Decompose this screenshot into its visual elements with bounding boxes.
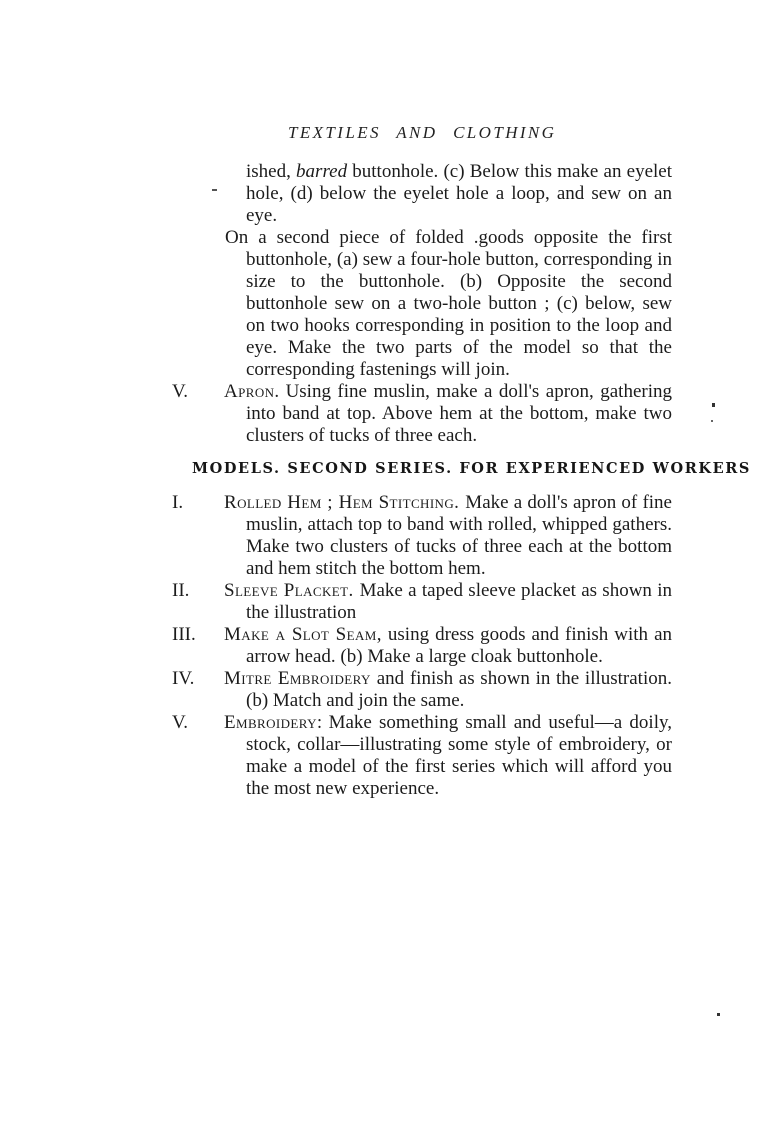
text-run: ished, [246,161,297,182]
running-header: TEXTILES AND CLOTHING [288,123,557,142]
item-title: Mitre Embroidery [224,668,371,689]
item-numeral: IV. [172,668,195,689]
continuation-paragraph-2: On a second piece of folded .goods opposite the first buttonhole, (a) sew a four-hole button, corresponding in size to the buttonhole. (b) Opposite the second buttonhole sew on a two-hole button ; (c) below, sew on two hooks corresponding in position to the loop and eye. Make the two parts of the model so that the corresponding fastenings will join. [225,227,672,380]
scan-speck [212,189,217,191]
item-numeral: I. [172,492,184,513]
item-numeral: V. [172,712,189,733]
list-item-apron [172,381,672,447]
item-numeral: V. [172,381,189,402]
list-item-rolled-hem [172,492,672,580]
item-numeral: II. [172,580,190,601]
item-body: Using fine muslin, make a doll's apron, gathering into band at top. Above hem at the bottom, make two clusters of tucks of three each. [246,381,672,446]
list-item-mitre-embroidery [172,668,672,712]
item-title: Sleeve Placket. [224,580,354,601]
item-numeral: III. [172,624,196,645]
item-body: using dress goods and finish with an arrow head. (b) Make a large cloak buttonhole. [246,624,673,667]
continuation-paragraph [246,161,672,227]
italic-word: barred [296,161,348,182]
scan-speck [712,403,715,407]
item-body: Make a taped sleeve placket as shown in the illustration [246,580,672,623]
item-title: Rolled Hem ; Hem Stitching. [224,492,460,513]
scan-speck [711,420,713,422]
item-body: Make a doll's apron of fine muslin, attach top to band with rolled, whipped gathers. Make two clusters of tucks of three each at the bottom and hem stitch the bottom hem. [246,492,672,579]
item-body: Make something small and useful—a doily, stock, collar—illustrating some style of embroidery, or make a model of the first series which will afford you the most new experience. [246,712,672,799]
item-title: Embroidery: [224,712,323,733]
list-item-embroidery [172,712,672,800]
list-item-slot-seam [172,624,673,668]
item-title: Make a Slot Seam, [224,624,382,645]
second-series-list [0,492,760,800]
section-heading: MODELS. SECOND SERIES. FOR EXPERIENCED WORKERS [192,460,751,477]
item-body: and finish as shown in the illustration. (b) Match and join the same. [246,668,672,711]
item-title: Apron. [224,381,280,402]
list-item-sleeve-placket [172,580,672,624]
text-run: buttonhole. (c) Below this make an eyelet hole, (d) below the eyelet hole a loop, and sew on an eye. [246,161,672,226]
scan-speck [717,1013,720,1016]
